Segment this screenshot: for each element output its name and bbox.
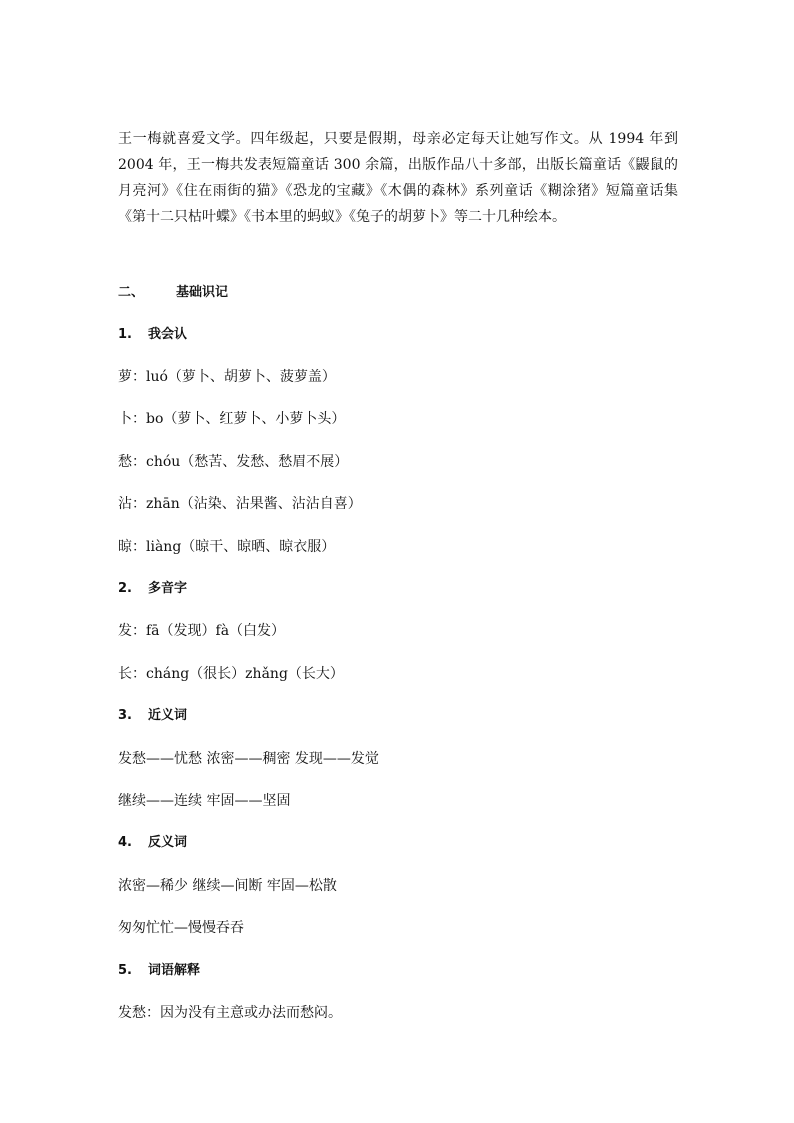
item-line: 长：cháng（很长）zhǎng（长大） [118,666,344,682]
item-heading-1 [118,325,187,345]
item-title: 多音字 [148,581,188,596]
item-heading-3 [118,706,187,726]
section-title: 基础识记 [176,285,229,300]
item-title: 我会认 [148,327,188,342]
item-line: 萝：luó（萝卜、胡萝卜、菠萝盖） [118,369,336,385]
item-line: 发愁——忧愁 浓密——稠密 发现——发觉 [118,751,379,767]
item-heading-5 [118,961,200,981]
section-number: 二、 [118,285,145,300]
item-line: 愁：chóu（愁苦、发愁、愁眉不展） [118,454,349,470]
intro-section [118,126,678,230]
item-title: 近义词 [148,708,188,723]
item-line: 发：fā（发现）fà（白发） [118,623,286,639]
item-line: 晾：liàng（晾干、晾晒、晾衣服） [118,539,336,555]
item-line: 浓密—稀少 继续—间断 牢固—松散 [118,878,337,894]
item-line: 继续——连续 牢固——坚固 [118,793,291,809]
document-page [118,0,678,1123]
section-heading [118,283,228,303]
item-line: 匆匆忙忙—慢慢吞吞 [118,920,244,936]
item-number: 3. [118,708,132,723]
item-title: 词语解释 [148,963,201,978]
item-title: 反义词 [148,835,188,850]
item-number: 1. [118,327,132,342]
item-number: 4. [118,835,132,850]
item-heading-4 [118,833,187,853]
item-line: 沾：zhān（沾染、沾果酱、沾沾自喜） [118,496,362,512]
item-heading-2 [118,579,187,599]
item-number: 2. [118,581,132,596]
item-number: 5. [118,963,132,978]
intro-paragraph: 王一梅就喜爱文学。四年级起，只要是假期，母亲必定每天让她写作文。从 1994 年到 2004 年，王一梅共发表短篇童话 300 余篇，出版作品八十多部，出版长篇童话《鼹鼠的月亮河》《住在雨街的猫》《恐龙的宝藏》《木偶的森林》系列童话《糊涂猪》短篇童话集《第十二只枯叶蝶》《书本里的蚂蚁》《兔子的胡萝卜》等二十几种绘本。 [118,131,678,225]
item-line: 发愁：因为没有主意或办法而愁闷。 [118,1005,342,1021]
item-line: 卜：bo（萝卜、红萝卜、小萝卜头） [118,411,346,427]
